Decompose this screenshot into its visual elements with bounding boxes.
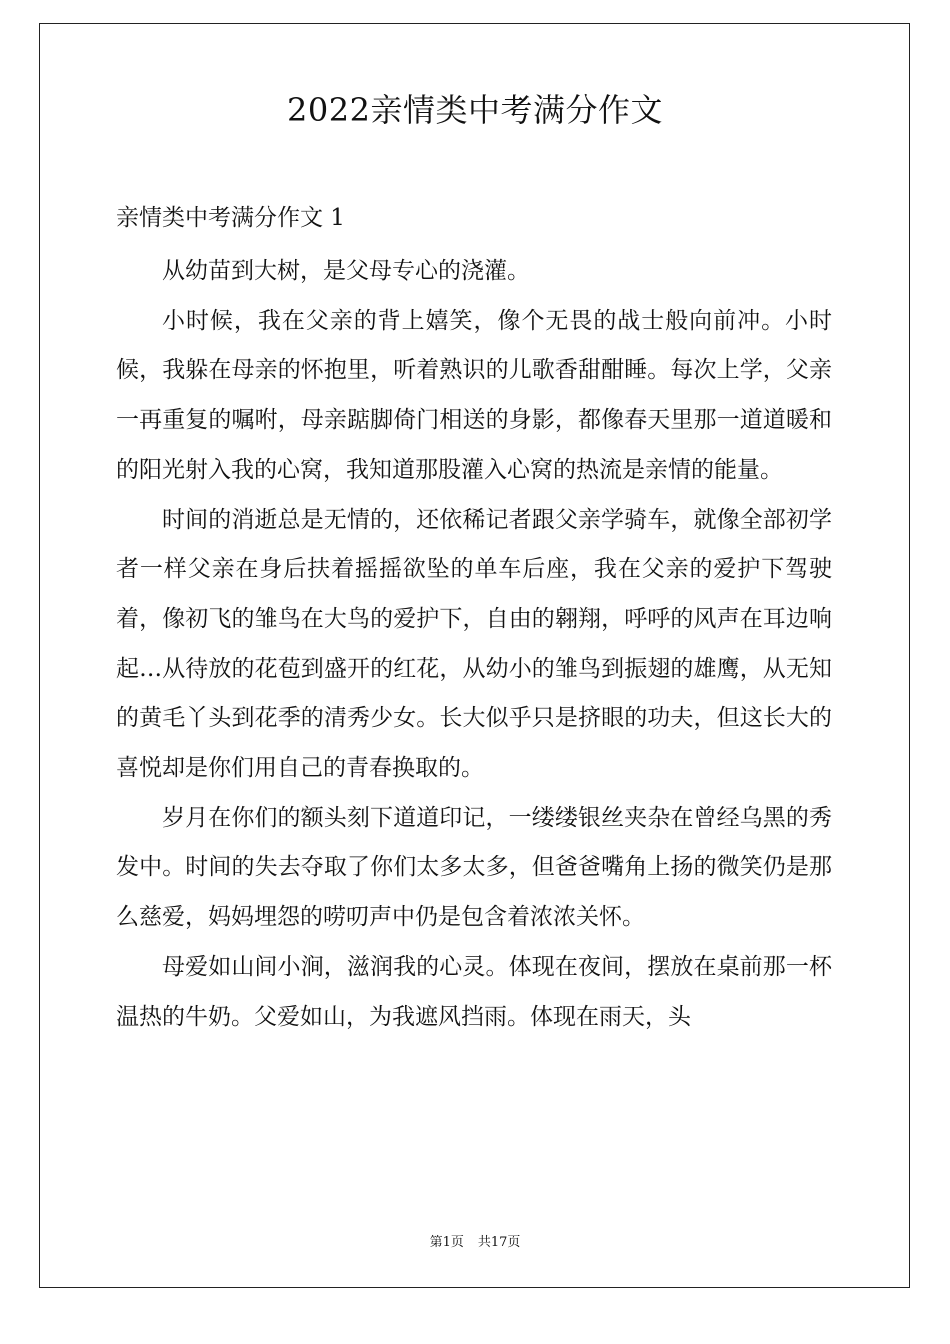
page-total: 共17页 [477,1235,521,1250]
paragraph: 小时候，我在父亲的背上嬉笑，像个无畏的战士般向前冲。小时候，我躲在母亲的怀抱里，听着熟识的儿歌香甜酣睡。每次上学，父亲一再重复的嘱咐，母亲踮脚倚门相送的身影，都像春天里那一道道暖和的阳光射入我的心窝，我知道那股灌入心窝的热流是亲情的能量。 [116,307,832,483]
paragraph: 时间的消逝总是无情的，还依稀记者跟父亲学骑车，就像全部初学者一样父亲在身后扶着摇摇欲坠的单车后座，我在父亲的爱护下驾驶着，像初飞的雏鸟在大鸟的爱护下，自由的翱翔，呼呼的风声在耳边响起…从待放的花苞到盛开的红花，从幼小的雏鸟到振翅的雄鹰，从无知的黄毛丫头到花季的清秀少女。长大似乎只是挤眼的功夫，但这长大的喜悦却是你们用自己的青春换取的。 [116,506,832,782]
document-body [116,247,832,1042]
document-title: 2022亲情类中考满分作文 [287,91,663,129]
paragraph: 岁月在你们的额头刻下道道印记，一缕缕银丝夹杂在曾经乌黑的秀发中。时间的失去夺取了你们太多太多，但爸爸嘴角上扬的微笑仍是那么慈爱，妈妈埋怨的唠叨声中仍是包含着浓浓关怀。 [116,804,832,931]
section-title: 亲情类中考满分作文 1 [116,205,345,231]
page-footer [0,1233,950,1253]
paragraph: 母爱如山间小涧，滋润我的心灵。体现在夜间，摆放在桌前那一杯温热的牛奶。父爱如山，为我遮风挡雨。体现在雨天，头 [116,953,832,1030]
paragraph: 从幼苗到大树，是父母专心的浇灌。 [162,258,530,284]
page-number: 第1页 [429,1235,464,1250]
